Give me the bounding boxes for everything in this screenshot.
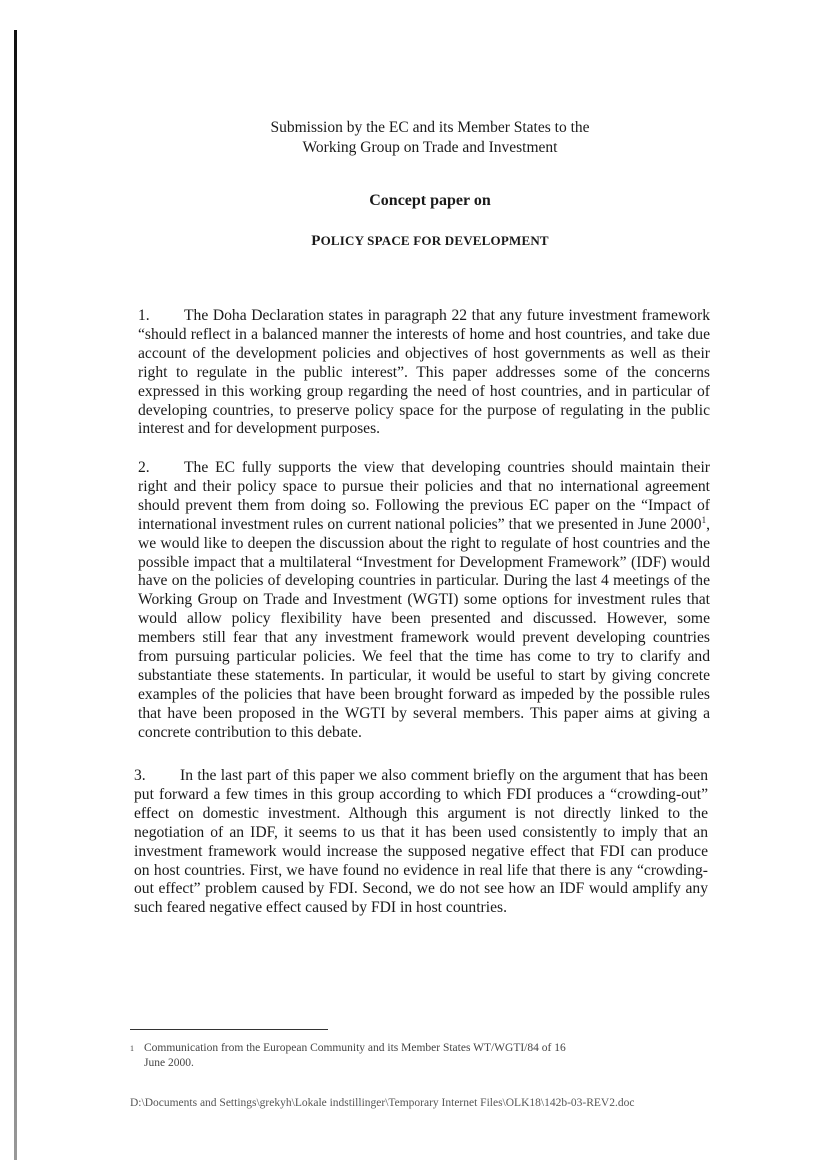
policy-space-title <box>200 233 660 250</box>
concept-paper-title: Concept paper on <box>369 192 491 209</box>
paragraph-3 <box>134 767 708 918</box>
footnote-line-2: June 2000. <box>144 1057 194 1069</box>
footnote-mark: 1 <box>130 1044 134 1053</box>
paragraph-number: 3. <box>134 767 146 784</box>
paragraph-text-part-b: , we would like to deepen the discussion about the right to regulate of host countries and the possible impact that a multilateral “Investment for Development Framework” (IDF) would have on the policies of developing countries in particular. During the last 4 meetings of the Working Group on Trade and Investment (WGTI) some options for investment rules that would allow policy flexibility have been presented and discussed. However, some members still fear that any investment framework would prevent developing countries from pursuing particular policies. We feel that the time has come to try to clarify and substantiate these statements. In particular, it would be useful to start by giving concrete examples of the policies that have been brought forward as impeded by the possible rules that have been proposed in the WGTI by several members. This paper aims at giving a concrete contribution to this debate. <box>138 515 710 741</box>
footnote <box>130 1041 708 1071</box>
paragraph-number: 2. <box>138 459 150 476</box>
footnote-line-1: Communication from the European Community and its Member States WT/WGTI/84 of 16 <box>144 1042 566 1054</box>
file-path-footer: D:\Documents and Settings\grekyh\Lokale indstillinger\Temporary Internet Files\OLK18\142b-03-REV2.doc <box>130 1097 635 1109</box>
footnote-reference: 1 <box>701 514 707 525</box>
paragraph-text: The Doha Declaration states in paragraph 22 that any future investment framework “should reflect in a balanced manner the interests of home and host countries, and take due account of the development policies and objectives of host governments as well as their right to regulate in the public interest”. This paper addresses some of the concerns expressed in this working group regarding the need of host countries, and in particular of developing countries, to preserve policy space for the purpose of regulating in the public interest and for development purposes. <box>138 307 710 438</box>
footnote-separator <box>130 1029 328 1030</box>
paragraph-number: 1. <box>138 307 150 324</box>
header-line-1: Submission by the EC and its Member States to the <box>270 119 590 136</box>
paragraph-1 <box>138 307 710 439</box>
header-line-2: Working Group on Trade and Investment <box>302 139 558 156</box>
policy-title-initial: P <box>311 233 321 249</box>
policy-title-rest: OLICY SPACE FOR DEVELOPMENT <box>320 233 549 248</box>
paragraph-text-part-a: The EC fully supports the view that developing countries should maintain their right and their policy space to pursue their policies and that no international agreement should prevent them from doing so. Following the previous EC paper on the “Impact of international investment rules on current national policies” that we presented in June 2000 <box>138 459 710 533</box>
paragraph-text: In the last part of this paper we also comment briefly on the argument that has been put forward a few times in this group according to which FDI produces a “crowding-out” effect on domestic investment. Although this argument is not directly linked to the negotiation of an IDF, it seems to us that it has been used consistently to imply that an investment framework would increase the supposed negative effect that FDI can produce on host countries. First, we have found no evidence in real life that there is any “crowding-out effect” problem caused by FDI. Second, we do not see how an IDF would amplify any such feared negative effect caused by FDI in host countries. <box>134 767 708 917</box>
paragraph-2 <box>138 459 710 743</box>
submission-header <box>200 118 660 158</box>
